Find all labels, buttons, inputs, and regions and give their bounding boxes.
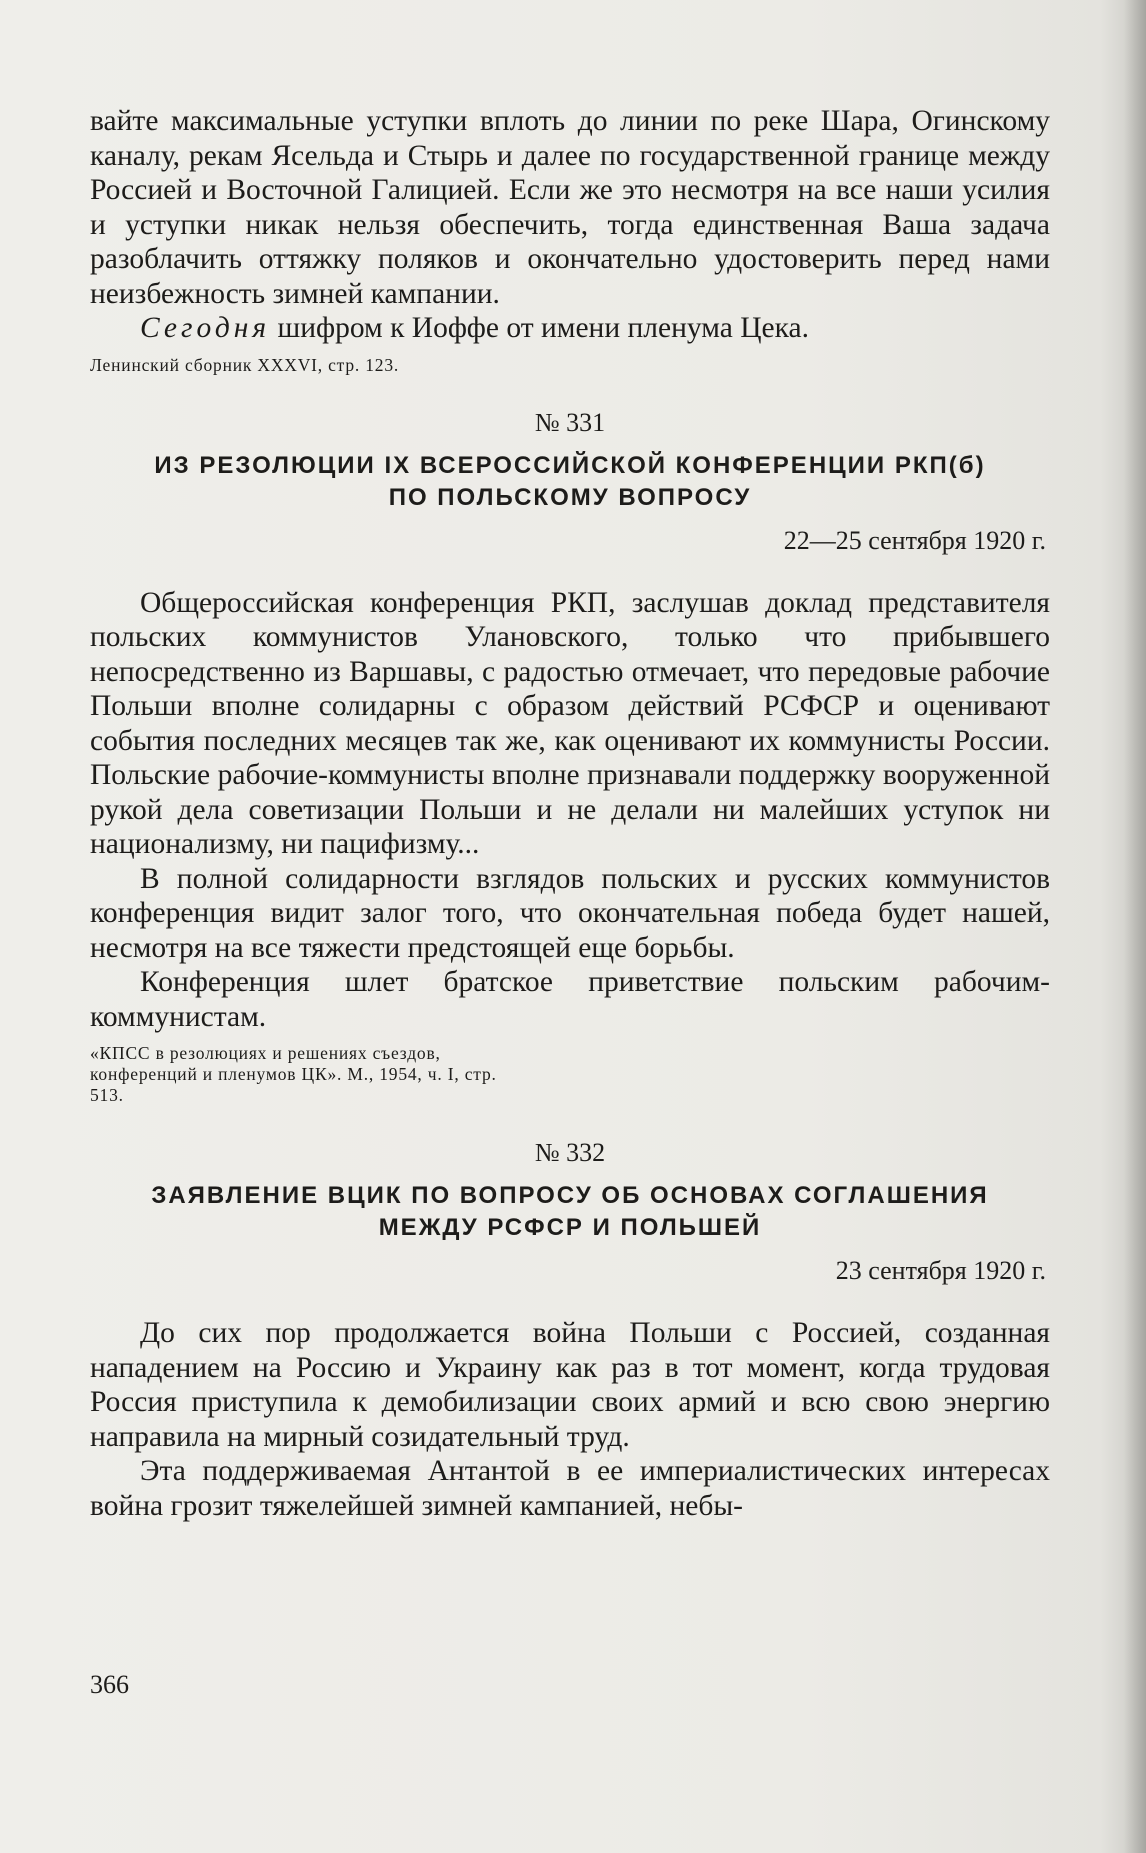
spacer [90,556,1050,586]
intro-paragraph: вайте максимальные уступки вплоть до линии по реке Шара, Огинскому каналу, рекам Ясельда и Стырь и далее по государственной границе между Россией и Восточной Галицией. Если же это несмотря на все наши усилия и уступки никак нельзя обеспечить, тогда единственная Ваша задача разоблачить оттяжку поляков и окончательно удостоверить перед нами неизбежность зимней кампании. [90,105,1050,310]
document-331-date: 22—25 сентября 1920 г. [783,525,1046,555]
document-332-title-line-2: МЕЖДУ РСФСР И ПОЛЬШЕЙ [378,1214,762,1241]
document-331-paragraph-2: В полной солидарности взглядов польских и русских коммунистов конференция видит залог того, что окончательная победа будет нашей, несмотря на все тяжести предстоящей еще борьбы. [90,862,1050,964]
document-332-title-line-1: ЗАЯВЛЕНИЕ ВЦИК ПО ВОПРОСУ ОБ ОСНОВАХ СОГЛАШЕНИЯ [151,1182,989,1209]
intro-closing-text: шифром к Иоффе от имени пленума Цека. [270,312,809,344]
page-number: 366 [90,1670,129,1699]
document-331-paragraph-1: Общероссийская конференция РКП, заслушав доклад представителя польских коммунистов Улановского, только что прибывшего непосредственно из Варшавы, с радостью отмечает, что передовые рабочие Польши вполне солидарны с образом действий РСФСР и оценивают события последних месяцев так же, как оценивают их коммунисты России. Польские рабочие-коммунисты вполне признавали поддержку вооруженной рукой дела советизации Польши и не делали ни малейших уступок ни национализму, ни пацифизму... [90,586,1050,860]
document-331-number: № 331 [534,407,606,437]
document-332-title [90,1180,1050,1244]
intro-closing-paragraph [90,311,1050,346]
document-332-paragraph-2: Эта поддерживаемая Антантой в ее империалистических интересах война грозит тяжелейшей зимней кампанией, небы- [90,1455,1050,1522]
spaced-word: Сегодня [140,312,271,344]
document-331-paragraph-3: Конференция шлет братское приветствие польским рабочим-коммунистам. [90,966,1050,1033]
document-331-title [90,450,1050,514]
document-332-paragraph-1: До сих пор продолжается война Польши с Россией, созданная нападением на Россию и Украину как раз в тот момент, когда трудовая Россия приступила к демобилизации своих армий и всю свою энергию направила на мирный созидательный труд. [90,1317,1050,1453]
page-edge-shadow [1124,0,1146,1853]
document-331-source-citation: «КПСС в резолюциях и решениях съездов, конференций и пленумов ЦК». М., 1954, ч. I, стр. 513. [90,1043,497,1105]
document-332-number: № 332 [534,1138,606,1167]
document-331-title-line-1: ИЗ РЕЗОЛЮЦИИ IX ВСЕРОССИЙСКОЙ КОНФЕРЕНЦИИ РКП(б) [154,451,986,479]
document-331-title-line-2: ПО ПОЛЬСКОМУ ВОПРОСУ [388,483,752,511]
text-column [90,104,1050,1523]
intro-source-citation: Ленинский сборник XXXVI, стр. 123. [90,354,400,375]
document-332-date: 23 сентября 1920 г. [835,1256,1046,1285]
spacer [90,1286,1050,1316]
